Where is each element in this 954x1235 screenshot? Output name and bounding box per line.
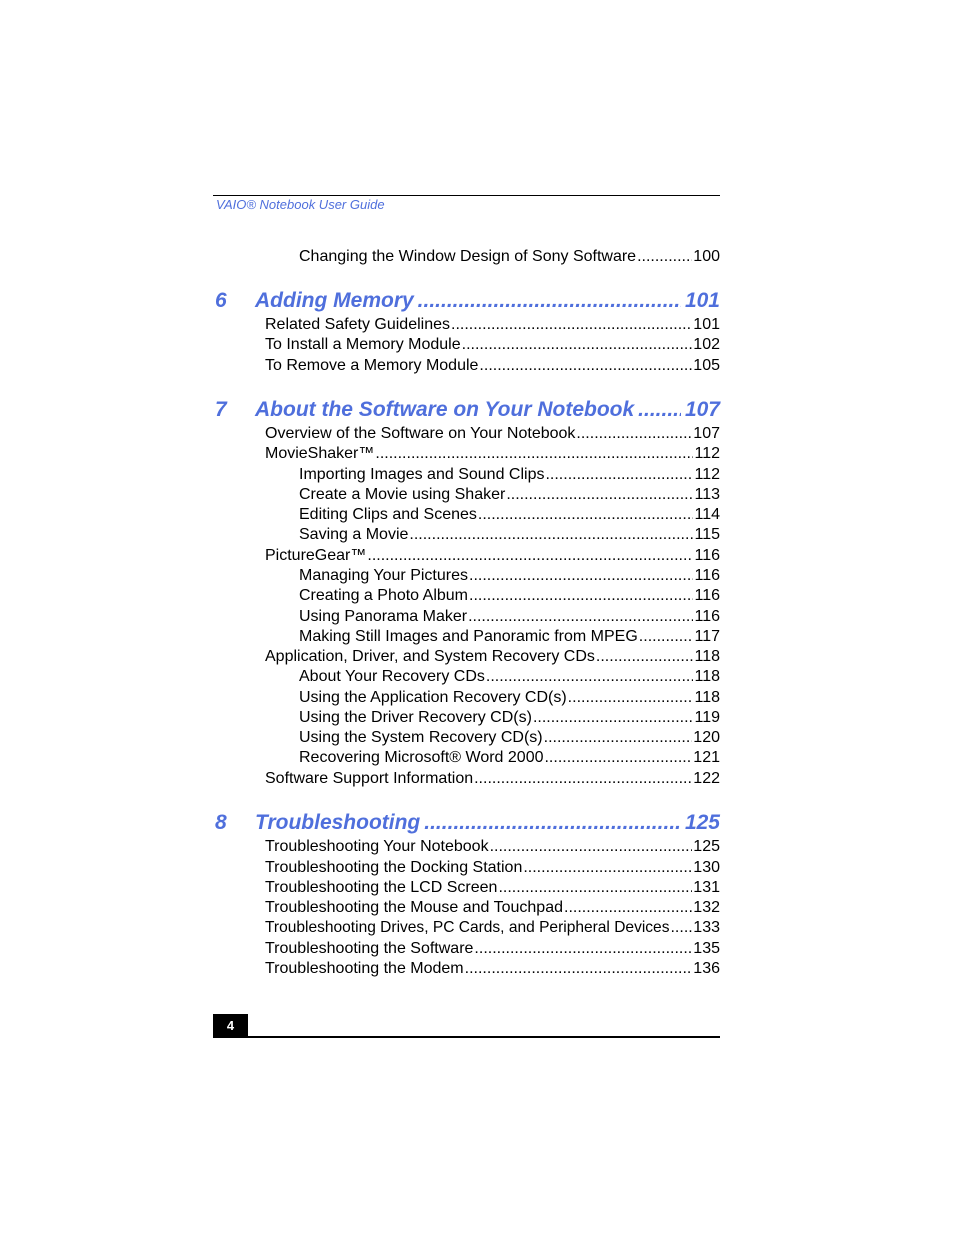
toc-entry[interactable] [265,858,720,878]
toc-entry[interactable] [265,898,720,918]
chapter-heading-7[interactable] [215,397,720,423]
toc-entry-page: 115 [694,526,720,543]
chapter-heading-6[interactable] [215,288,720,314]
toc-entry-title: Using the System Recovery CD(s) [299,729,543,746]
toc-entry-title: Making Still Images and Panoramic from MPEG [299,628,638,645]
toc-entry-title: Saving a Movie [299,526,409,543]
toc-entry[interactable] [299,465,720,485]
toc-entry-page: 116 [694,587,720,604]
toc-entry[interactable] [299,708,720,728]
toc-entry[interactable] [265,647,720,667]
toc-entry[interactable] [265,878,720,898]
toc-entry-page: 119 [694,709,720,726]
toc-entry-title: To Install a Memory Module [265,336,461,353]
toc-entry-page: 132 [693,899,720,916]
toc-leader [474,769,692,789]
toc-entry[interactable] [265,356,720,376]
toc-leader [375,444,693,464]
toc-entry[interactable] [265,546,720,566]
toc-entry[interactable] [265,444,720,464]
toc-entry-title: Application, Driver, and System Recovery CDs [265,648,595,665]
toc-entry[interactable] [265,939,720,959]
toc-entry-page: 116 [694,567,720,584]
toc-entry-page: 135 [693,940,720,957]
toc-leader [468,607,693,627]
toc-entry-page: 121 [693,749,720,766]
toc-entry-page: 130 [693,859,720,876]
toc-leader [418,288,681,314]
toc-entry-title: Using Panorama Maker [299,608,468,625]
toc-leader [462,335,693,355]
toc-leader [545,465,693,485]
toc-leader [469,566,693,586]
toc-leader [409,525,693,545]
toc-entry[interactable] [299,627,720,647]
toc-leader [490,837,693,857]
chapter-title: Adding Memory [255,289,414,312]
toc-leader [479,356,692,376]
toc-entry[interactable] [299,667,720,687]
toc-leader [474,939,692,959]
toc-leader [469,586,693,606]
running-head: VAIO® Notebook User Guide [216,197,385,212]
toc-leader [533,708,694,728]
toc-leader [478,505,694,525]
toc-leader [564,898,692,918]
toc-entry[interactable] [299,525,720,545]
toc-entry-title: Create a Movie using Shaker [299,486,506,503]
toc-entry-title: Creating a Photo Album [299,587,468,604]
toc-leader [670,918,692,938]
toc-entry-page: 101 [693,316,720,333]
toc-entry-page: 118 [694,689,720,706]
toc-entry-page: 102 [693,336,720,353]
toc-entry-page: 112 [694,466,720,483]
toc-entry-title: PictureGear™ [265,547,367,564]
toc-entry[interactable] [299,505,720,525]
toc-entry-title: Changing the Window Design of Sony Software [299,248,637,265]
toc-entry-page: 136 [693,960,720,977]
toc-entry-page: 118 [694,668,720,685]
toc-entry[interactable] [299,688,720,708]
chapter-title: About the Software on Your Notebook [255,398,635,421]
toc-leader [637,247,692,267]
toc-entry-title: Using the Application Recovery CD(s) [299,689,567,706]
toc-entry-title: Related Safety Guidelines [265,316,450,333]
toc-entry-title: Troubleshooting the LCD Screen [265,879,498,896]
toc-entry-page: 131 [693,879,720,896]
toc-leader [465,959,693,979]
toc-entry-page: 116 [694,608,720,625]
chapter-page: 107 [684,398,720,421]
toc-leader [596,647,694,667]
toc-entry-title: Recovering Microsoft® Word 2000 [299,749,544,766]
toc-entry-title: To Remove a Memory Module [265,357,479,374]
toc-entry-title: Troubleshooting the Software [265,940,474,957]
toc-entry-page: 118 [694,648,720,665]
toc-leader [638,397,681,423]
toc-leader [367,546,693,566]
chapter-heading-8[interactable] [215,810,720,836]
toc-leader [523,858,692,878]
toc-entry-page: 122 [693,770,720,787]
toc-entry-title: About Your Recovery CDs [299,668,485,685]
chapter-page: 101 [684,289,720,312]
toc-entry-page: 117 [694,628,720,645]
toc-entry[interactable] [265,335,720,355]
toc-leader [639,627,694,647]
toc-leader [568,688,694,708]
toc-entry-page: 116 [694,547,720,564]
chapter-title: Troubleshooting [255,811,421,834]
toc-entry[interactable] [265,837,720,857]
toc-entry-page: 112 [694,445,720,462]
toc-entry[interactable] [299,485,720,505]
toc-entry[interactable] [299,607,720,627]
toc-entry[interactable] [265,959,720,979]
toc-entry-page: 125 [693,838,720,855]
toc-entry-page: 105 [693,357,720,374]
toc-entry[interactable] [299,728,720,748]
toc-entry[interactable] [265,424,720,444]
toc-leader [424,810,681,836]
toc-entry[interactable] [299,247,720,267]
toc-entry-title: Troubleshooting Your Notebook [265,838,489,855]
toc-entry-page: 133 [693,919,720,936]
toc-entry-title: Importing Images and Sound Clips [299,466,545,483]
footer-rule [213,1036,720,1038]
toc-entry[interactable] [265,918,720,938]
chapter-number: 7 [215,398,227,421]
toc-entry-title: Troubleshooting Drives, PC Cards, and Peripheral Devices [265,919,670,936]
toc-entry-title: Software Support Information [265,770,474,787]
toc-entry-title: MovieShaker™ [265,445,375,462]
toc-entry-title: Overview of the Software on Your Notebook [265,425,576,442]
chapter-number: 6 [215,289,227,312]
toc-leader [498,878,692,898]
toc-entry-page: 114 [694,506,720,523]
toc-entry-page: 100 [693,248,720,265]
toc-entry-title: Troubleshooting the Mouse and Touchpad [265,899,563,916]
toc-entry-title: Managing Your Pictures [299,567,468,584]
chapter-number: 8 [215,811,227,834]
toc-entry-title: Troubleshooting the Modem [265,960,464,977]
toc-entry-page: 120 [693,729,720,746]
toc-leader [576,424,692,444]
toc-entry[interactable] [299,566,720,586]
toc-leader [451,315,692,335]
page-number: 4 [226,1018,235,1033]
toc-entry[interactable] [265,315,720,335]
toc-entry-page: 107 [693,425,720,442]
toc-leader [486,667,694,687]
toc-entry[interactable] [299,748,720,768]
toc-leader [544,748,692,768]
chapter-page: 125 [684,811,720,834]
toc-entry-title: Troubleshooting the Docking Station [265,859,523,876]
toc-leader [506,485,693,505]
toc-entry[interactable] [265,769,720,789]
toc-entry-page: 113 [694,486,720,503]
toc-entry-title: Using the Driver Recovery CD(s) [299,709,532,726]
toc-entry-title: Editing Clips and Scenes [299,506,477,523]
toc-entry[interactable] [299,586,720,606]
toc-leader [544,728,693,748]
